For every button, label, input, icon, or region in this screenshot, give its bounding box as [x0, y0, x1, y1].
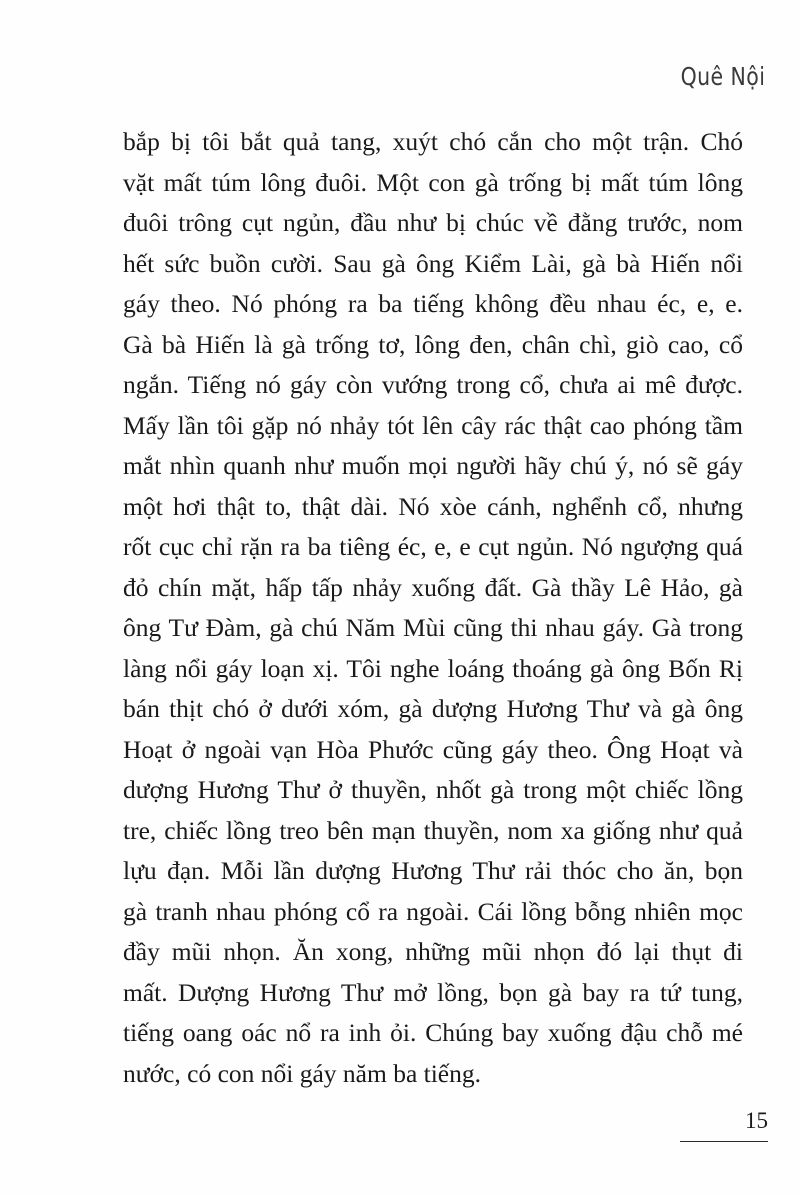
- text-line: Gà bà Hiến là gà trống tơ, lông đen, chân chì, giò cao, cổ: [123, 329, 743, 359]
- running-header-title: Quê Nội: [680, 62, 765, 91]
- text-line: vặt mất túm lông đuôi. Một con gà trống bị mất túm lông: [123, 167, 743, 197]
- text-line: bán thịt chó ở dưới xóm, gà dượng Hương Thư và gà ông: [123, 694, 743, 723]
- text-line: hết sức buồn cười. Sau gà ông Kiểm Lài, gà bà Hiến nổi: [123, 248, 743, 278]
- text-line: lựu đạn. Mỗi lần dượng Hương Thư rải thóc cho ăn, bọn: [123, 856, 743, 885]
- text-line: đuôi trông cụt ngủn, đầu như bị chúc về đằng trước, nom: [123, 208, 743, 237]
- text-line: gáy theo. Nó phóng ra ba tiếng không đều nhau éc, e, e.: [123, 289, 743, 318]
- text-line: dượng Hương Thư ở thuyền, nhốt gà trong một chiếc lồng: [123, 775, 743, 804]
- text-line: Mấy lần tôi gặp nó nhảy tót lên cây rác thật cao phóng tầm: [123, 410, 743, 440]
- text-line: gà tranh nhau phóng cổ ra ngoài. Cái lồng bỗng nhiên mọc: [123, 896, 743, 926]
- page-footer: [680, 1108, 768, 1148]
- text-line: ông Tư Đàm, gà chú Năm Mùi cũng thi nhau gáy. Gà trong: [123, 613, 743, 642]
- footer-rule-divider: [680, 1141, 768, 1142]
- text-line: một hơi thật to, thật dài. Nó xòe cánh, nghểnh cổ, nhưng: [123, 491, 743, 521]
- text-line: rốt cục chỉ rặn ra ba tiêng éc, e, e cụt ngủn. Nó ngượng quá: [123, 532, 743, 561]
- text-line: làng nổi gáy loạn xị. Tôi nghe loáng thoáng gà ông Bốn Rị: [123, 653, 743, 683]
- text-line: mất. Dượng Hương Thư mở lồng, bọn gà bay ra tứ tung,: [123, 977, 743, 1007]
- text-line: ngắn. Tiếng nó gáy còn vướng trong cổ, chưa ai mê được.: [123, 370, 743, 399]
- text-line: mắt nhìn quanh như muốn mọi người hãy chú ý, nó sẽ gáy: [123, 451, 743, 480]
- text-line: tiếng oang oác nổ ra inh ỏi. Chúng bay xuống đậu chỗ mé: [123, 1018, 743, 1047]
- text-line: đầy mũi nhọn. Ăn xong, những mũi nhọn đó lại thụt đi: [123, 937, 743, 966]
- text-line: Hoạt ở ngoài vạn Hòa Phước cũng gáy theo. Ông Hoạt và: [123, 734, 743, 764]
- text-line-last: nước, có con nổi gáy năm ba tiếng.: [123, 1058, 481, 1088]
- body-text: [123, 122, 743, 1094]
- text-line: tre, chiếc lồng treo bên mạn thuyền, nom xa giống như quả: [123, 815, 743, 845]
- page-number: 15: [745, 1108, 768, 1133]
- text-line: đỏ chín mặt, hấp tấp nhảy xuống đất. Gà thầy Lê Hảo, gà: [123, 572, 743, 602]
- text-line: bắp bị tôi bắt quả tang, xuýt chó cắn cho một trận. Chó: [123, 127, 743, 156]
